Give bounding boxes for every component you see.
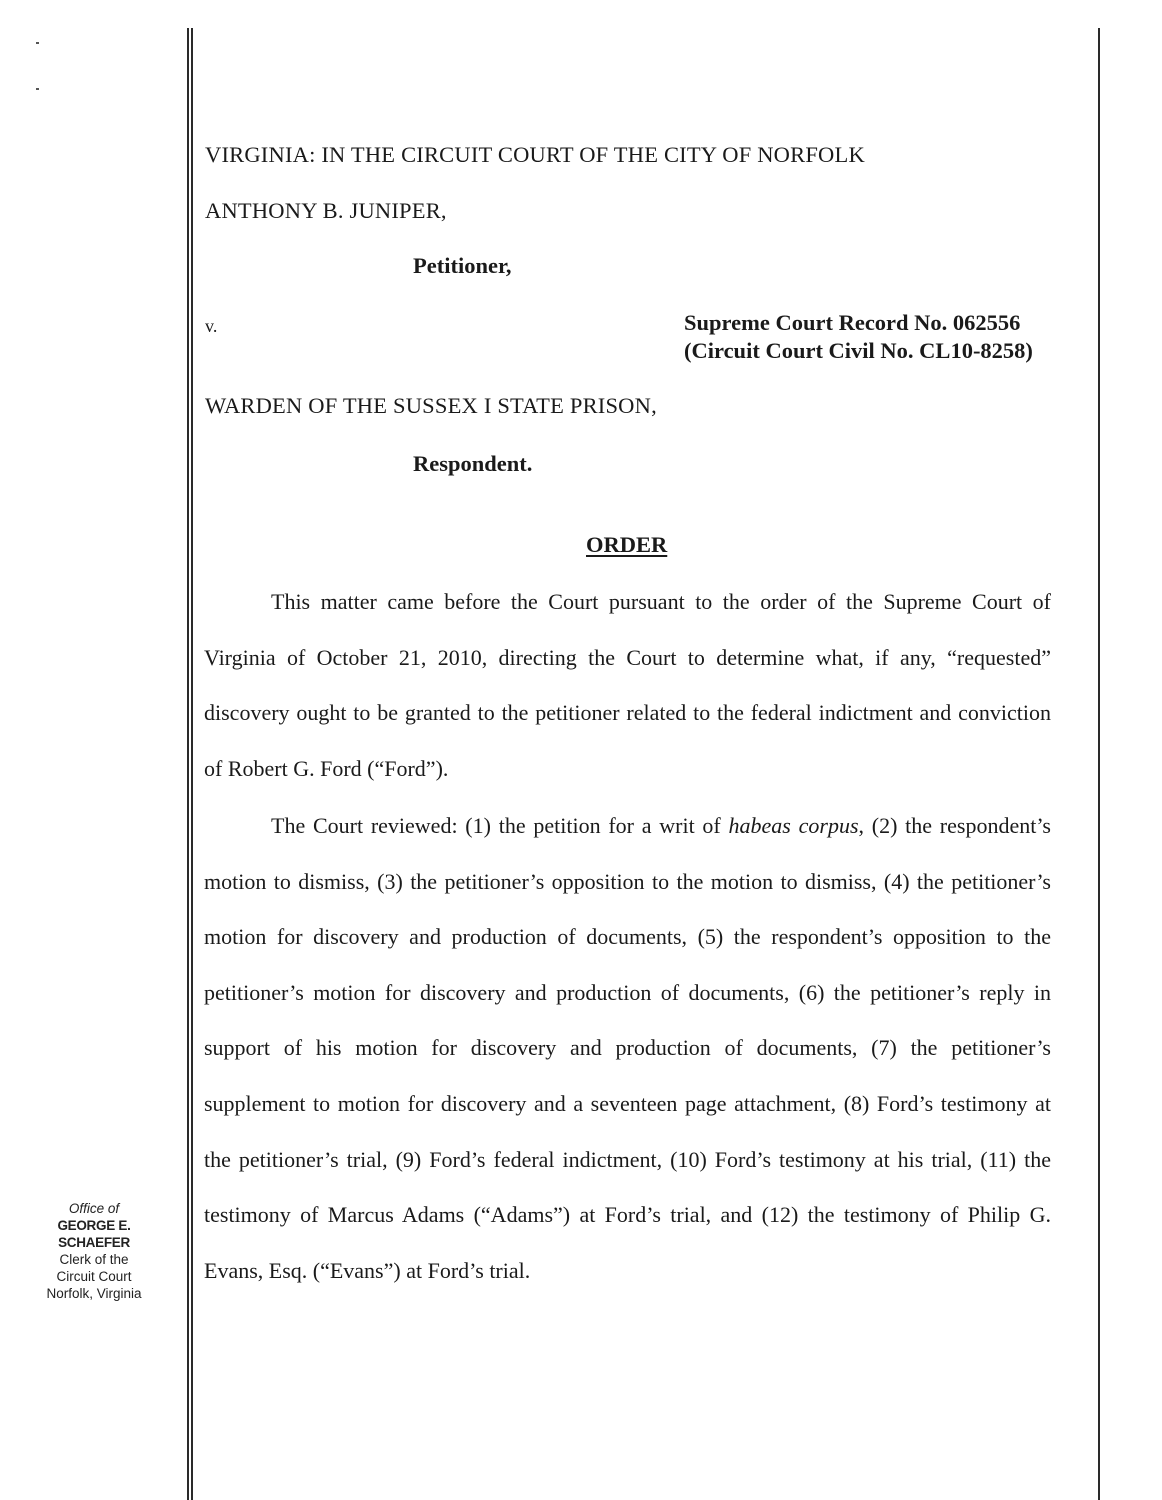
order-title: ORDER	[586, 532, 668, 557]
habeas-corpus-term: habeas corpus	[728, 813, 859, 838]
clerk-location: Norfolk, Virginia	[46, 1286, 142, 1301]
petitioner-name: ANTHONY B. JUNIPER,	[205, 198, 447, 223]
order-paragraph-2	[204, 798, 1051, 1298]
versus-label: v.	[205, 316, 218, 336]
circuit-court-civil-number: (Circuit Court Civil No. CL10-8258)	[684, 338, 1033, 363]
petitioner-role: Petitioner,	[413, 253, 512, 278]
respondent-name: WARDEN OF THE SUSSEX I STATE PRISON,	[205, 393, 657, 418]
clerk-title-line-2: Circuit Court	[56, 1269, 132, 1284]
court-heading: VIRGINIA: IN THE CIRCUIT COURT OF THE CITY OF NORFOLK	[205, 142, 865, 167]
paragraph-2-text-end: , (2) the respondent’s motion to dismiss, (3) the petitioner’s opposition to the motion to dismiss, (4) the petitioner’s motion for discovery and production of documents, (5) the respondent’s opposition to the petitioner’s motion for discovery and production of documents, (6) the petitioner’s reply in support of his motion for discovery and production of documents, (7) the petitioner’s supplement to motion for discovery and a seventeen page attachment, (8) Ford’s testimony at the petitioner’s trial, (9) Ford’s federal indictment, (10) Ford’s testimony at his trial, (11) the testimony of Marcus Adams (“Adams”) at Ford’s trial, and (12) the testimony of Philip G. Evans, Esq. (“Evans”) at Ford’s trial.	[204, 813, 1051, 1283]
paragraph-2-text-start: The Court reviewed: (1) the petition for a writ of	[271, 813, 729, 838]
clerk-name: GEORGE E. SCHAEFER	[57, 1218, 131, 1250]
clerk-title-line-1: Clerk of the	[59, 1252, 129, 1267]
respondent-role: Respondent.	[413, 451, 533, 476]
order-paragraph-1	[204, 574, 1051, 796]
left-margin-rule	[187, 28, 189, 1500]
scan-speck	[36, 88, 39, 90]
clerk-office-label: Office of	[68, 1201, 120, 1216]
clerk-office-block	[28, 1200, 160, 1302]
paragraph-1-text: This matter came before the Court pursuant to the order of the Supreme Court of Virginia of October 21, 2010, directing the Court to determine what, if any, “requested” discovery ought to be granted to the petitioner related to the federal indictment and conviction of Robert G. Ford (“Ford”).	[204, 589, 1051, 781]
scan-speck	[36, 42, 39, 44]
right-margin-rule	[1098, 28, 1100, 1500]
left-margin-rule-inner	[191, 28, 193, 1500]
supreme-court-record-number: Supreme Court Record No. 062556	[684, 310, 1021, 335]
